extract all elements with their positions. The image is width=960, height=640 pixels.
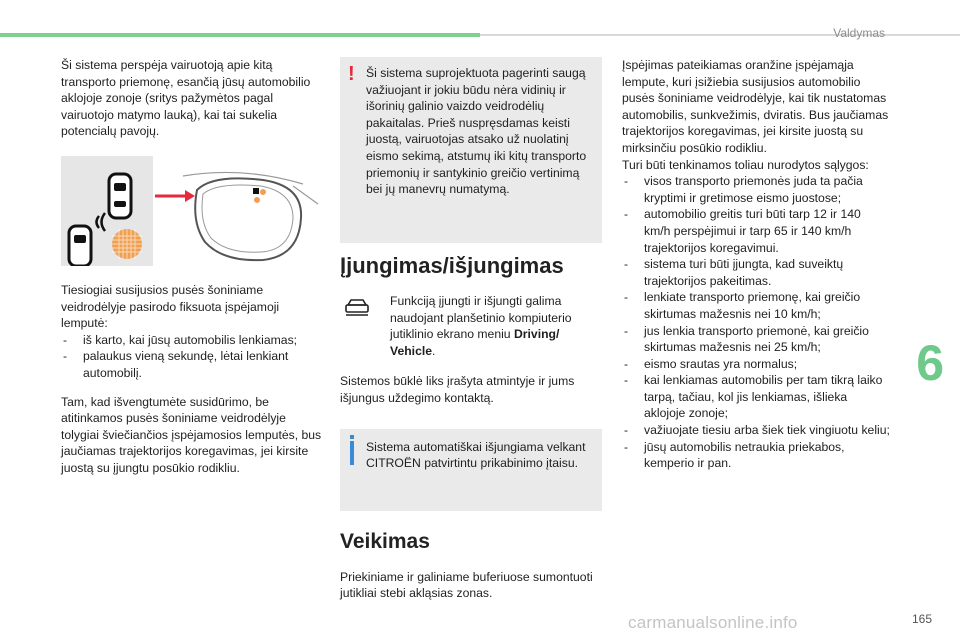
memory-paragraph: Sistemos būklė liks įrašyta atmintyje ir jums išjungus uždegimo kontaktą. xyxy=(340,374,575,405)
conditions-list xyxy=(622,173,890,472)
column-right xyxy=(622,57,890,472)
list-item: - sistema turi būti įjungta, kad suveiktų trajektorijos pakeitimas. xyxy=(622,256,890,289)
chapter-number: 6 xyxy=(916,335,944,391)
list-item: - važiuojate tiesiu arba šiek tiek vingiuotu keliu; xyxy=(622,422,890,439)
info-icon xyxy=(350,441,354,465)
indicator-list xyxy=(61,332,323,382)
list-item: - palaukus vieną sekundę, lėtai lenkiant automobilį. xyxy=(61,348,323,381)
header-accent-bar xyxy=(0,33,480,37)
list-item: - jūsų automobilis netraukia priekabos, kemperio ir pan. xyxy=(622,439,890,472)
tablet-text-suffix: . xyxy=(432,343,436,358)
watermark: carmanualsonline.info xyxy=(628,613,798,632)
list-item: - jus lenkia transporto priemonė, kai greičio skirtumas mažesnis nei 25 km/h; xyxy=(622,323,890,356)
list-item: - lenkiate transporto priemonę, kai greičio skirtumas mažesnis nei 10 km/h; xyxy=(622,289,890,322)
avoid-collision-paragraph: Tam, kad išvengtumėte susidūrimo, be atitinkamos pusės šoniniame veidrodėlyje tolygiai šviečiančios įspėjamosios lemputės, bus jaučiamas trajektorijos koregavimas, jei kirsite juostą su įjungtu posūkio rodikliu. xyxy=(61,394,322,475)
conditions-heading: Turi būti tenkinamos toliau nurodytos sąlygos: xyxy=(622,157,869,172)
intro-paragraph: Ši sistema perspėja vairuotoją apie kitą transporto priemonę, esančią jūsų automobilio aklojoje zonoje (sritys pažymėtos pagal vairuotojo matymo lauką), kai tai sukelia potencialų pavojų. xyxy=(61,58,311,139)
list-item: - iš karto, kai jūsų automobilis lenkiamas; xyxy=(61,332,323,349)
info-box xyxy=(340,429,602,511)
side-mirror-icon xyxy=(153,156,323,266)
blind-spot-cars-icon xyxy=(61,156,153,266)
alert-paragraph: Įspėjimas pateikiamas oranžine įspėjamąja lempute, kuri įsižiebia susijusios automobilio pusės šoniniame veidrodėlyje, kai tik nustatomas automobilis, sunkvežimis, dviratis. Bus jaučiamas trajektorijos koregavimas, jei kirsite juostą su mirksinčiu posūkio rodikliu. xyxy=(622,58,889,155)
operation-paragraph: Priekiniame ir galiniame buferiuose sumontuoti jutikliai stebi akląsias zonas. xyxy=(340,569,593,601)
tablet-text-prefix: Funkciją įjungti ir išjungti galima naudojant planšetinio kompiuterio jutiklinio ekrano meniu xyxy=(390,294,572,342)
info-text: Sistema automatiškai išjungiama velkant CITROËN patvirtintu prikabinimo įtaisu. xyxy=(366,439,586,471)
tablet-instruction xyxy=(340,293,602,359)
section-title: Valdymas xyxy=(833,26,885,40)
blind-spot-diagram-panel xyxy=(61,156,153,266)
column-left xyxy=(61,57,323,489)
onoff-heading: Įjungimas/išjungimas xyxy=(340,253,564,278)
blind-spot-illustration xyxy=(61,156,323,266)
warning-icon: ! xyxy=(348,63,355,85)
operation-heading: Veikimas xyxy=(340,529,430,553)
menu-path: Driving/ Vehicle xyxy=(390,327,560,358)
page-number: 165 xyxy=(911,612,932,626)
column-middle xyxy=(340,57,602,614)
header-rule xyxy=(480,34,960,36)
indicator-paragraph: Tiesiogiai susijusios pusės šoniniame veidrodėlyje pasirodo fiksuota įspėjamoji lemputė: xyxy=(61,282,280,331)
warning-box xyxy=(340,57,602,243)
list-item: - kai lenkiamas automobilis per tam tikrą laiko tarpą, tačiau, kol jis lenkiamas, išlieka aklojoje zonoje; xyxy=(622,372,890,422)
touchscreen-car-icon xyxy=(344,297,370,317)
list-item: - visos transporto priemonės juda ta pačia kryptimi ir gretimose eismo juostose; xyxy=(622,173,890,206)
list-item: - automobilio greitis turi būti tarp 12 ir 140 km/h perspėjimui ir tarp 65 ir 140 km/h trajektorijos koregavimui. xyxy=(622,206,890,256)
tablet-instruction-text xyxy=(390,293,602,359)
warning-text: Ši sistema suprojektuota pagerinti saugą važiuojant ir jokiu būdu nėra vidinių ir išorinių galinio vaizdo veidrodėlių pakaitalas. Prieš nuspręsdamas keisti juostą, vairuotojas atsako už nuolatinį eismo sekimą, atstumų iki kitų transporto priemonių ir santykinio greičio vertinimą bei jų manevrų numatymą. xyxy=(366,66,587,197)
list-item: - eismo srautas yra normalus; xyxy=(622,356,890,373)
